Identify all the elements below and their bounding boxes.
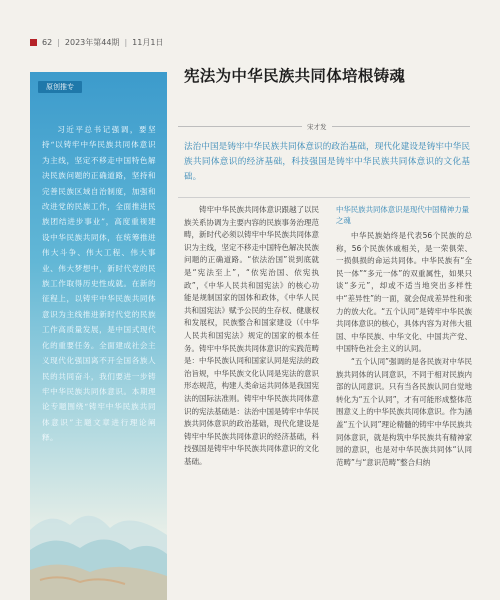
header-separator: | <box>57 37 60 47</box>
author-name: 宋才发 <box>302 122 332 131</box>
body-column-right <box>336 230 472 469</box>
article-title: 宪法为中华民族共同体培根铸魂 <box>184 66 406 85</box>
issue-label: 2023年第44期 <box>64 37 120 47</box>
sidebar-intro-text: 习近平总书记强调，要坚持“以铸牢中华民族共同体意识为主线，坚定不移走中国特色解决民族问题的正确道路，坚持和完善民族区域自治制度，加强和改进党的民族工作，全面推进民族团结进步事业”，高度重视建设中华民族共同体，在统筹推进伟大斗争、伟大工程、伟大事业、伟大梦想中，新时代党的民族工作取得历史性成就。在新的征程上，以铸牢中华民族共同体意识为主线推进新时代党的民族工作高质量发展，是中国式现代化的重要任务。全面建成社会主义现代化强国离不开全国各族人民的共同奋斗，我们要进一步铸牢中华民族共同体意识。本期理论专题围绕“铸牢中华民族共同体意识”主题文章进行理论阐释。 <box>42 125 156 443</box>
body-paragraph: 铸牢中华民族共同体意识跟越了以民族关系协调为主要内容的民族事务治理范畴，新时代必须以铸牢中华民族共同体意识为主线，坚定不移走中国特色解决民族问题的正确道路。“依法治国”说到底就是“宪法至上”，“依宪治国、依宪执政”，《中华人民共和国宪法》的核心功能是规制国家的国体和政体，《中华人民共和国宪法》赋予公民的生存权、健康权和发展权，民族整合和国家建设（《中华人民共和国宪法》规定的国家的根本任务。铸牢中华民族共同体意识的实践范畴是：中华民族认同和国家认同是宪法的政治旨规，中华民族文化认同是宪法的意识形态规范，构建人类命运共同体是我国宪法的国际法准则。铸牢中华民族共同体意识的宪法基础是：法治中国是铸牢中华民族共同体意识的政治基础，现代化建设是铸牢中华民族共同体意识的经济基础，科技强国是铸牢中华民族共同体意识的文化基础。 <box>184 205 319 466</box>
sidebar-panel <box>30 72 167 600</box>
page-number: 62 <box>42 37 53 47</box>
body-column-left <box>184 204 319 468</box>
mountain-landscape-illustration <box>30 450 167 600</box>
body-paragraph: “五个认同”强调的是各民族对中华民族共同体的认同意识，不同于相对民族内部的认同意识。只有当各民族认同自觉地转化为“五个认同”，才有可能形成整体范围意义上的中华民族共同体意识。作为涵盖“五个认同”理论精髓的铸牢中华民族共同体意识，就是构筑中华民族共有精神家园的意识，也是对中华民族共同体“认同范畴”与“意识范畴”整合归纳 <box>336 356 472 467</box>
red-square-icon <box>30 39 37 46</box>
sidebar-tag: 原创推专 <box>38 81 82 93</box>
lead-divider <box>178 197 470 198</box>
issue-date: 11月1日 <box>132 37 164 47</box>
section-subheading: 中华民族共同体意识是现代中国精神力量之魂 <box>336 205 470 225</box>
header-separator: | <box>124 37 128 47</box>
page-header <box>30 36 163 48</box>
article-lead: 法治中国是铸牢中华民族共同体意识的政治基础，现代化建设是铸牢中华民族共同体意识的经济基础，科技强国是铸牢中华民族共同体意识的文化基础。 <box>184 142 470 182</box>
body-paragraph: 中华民族始终是代表56个民族的总称，56个民族休戚相关，是一荣俱荣、一损俱损的命运共同体。中华民族有“全民一体”“多元一体”的双重属性，如果只谈“多元”，却或不适当地突出多样性中“差异性”的一面，就会促成差异性和张力的放大化。“五个认同”是铸牢中华民族共同体意识的核心，具体内容为对伟大祖国、中华民族、中华文化、中国共产党、中国特色社会主义的认同。 <box>336 231 472 354</box>
